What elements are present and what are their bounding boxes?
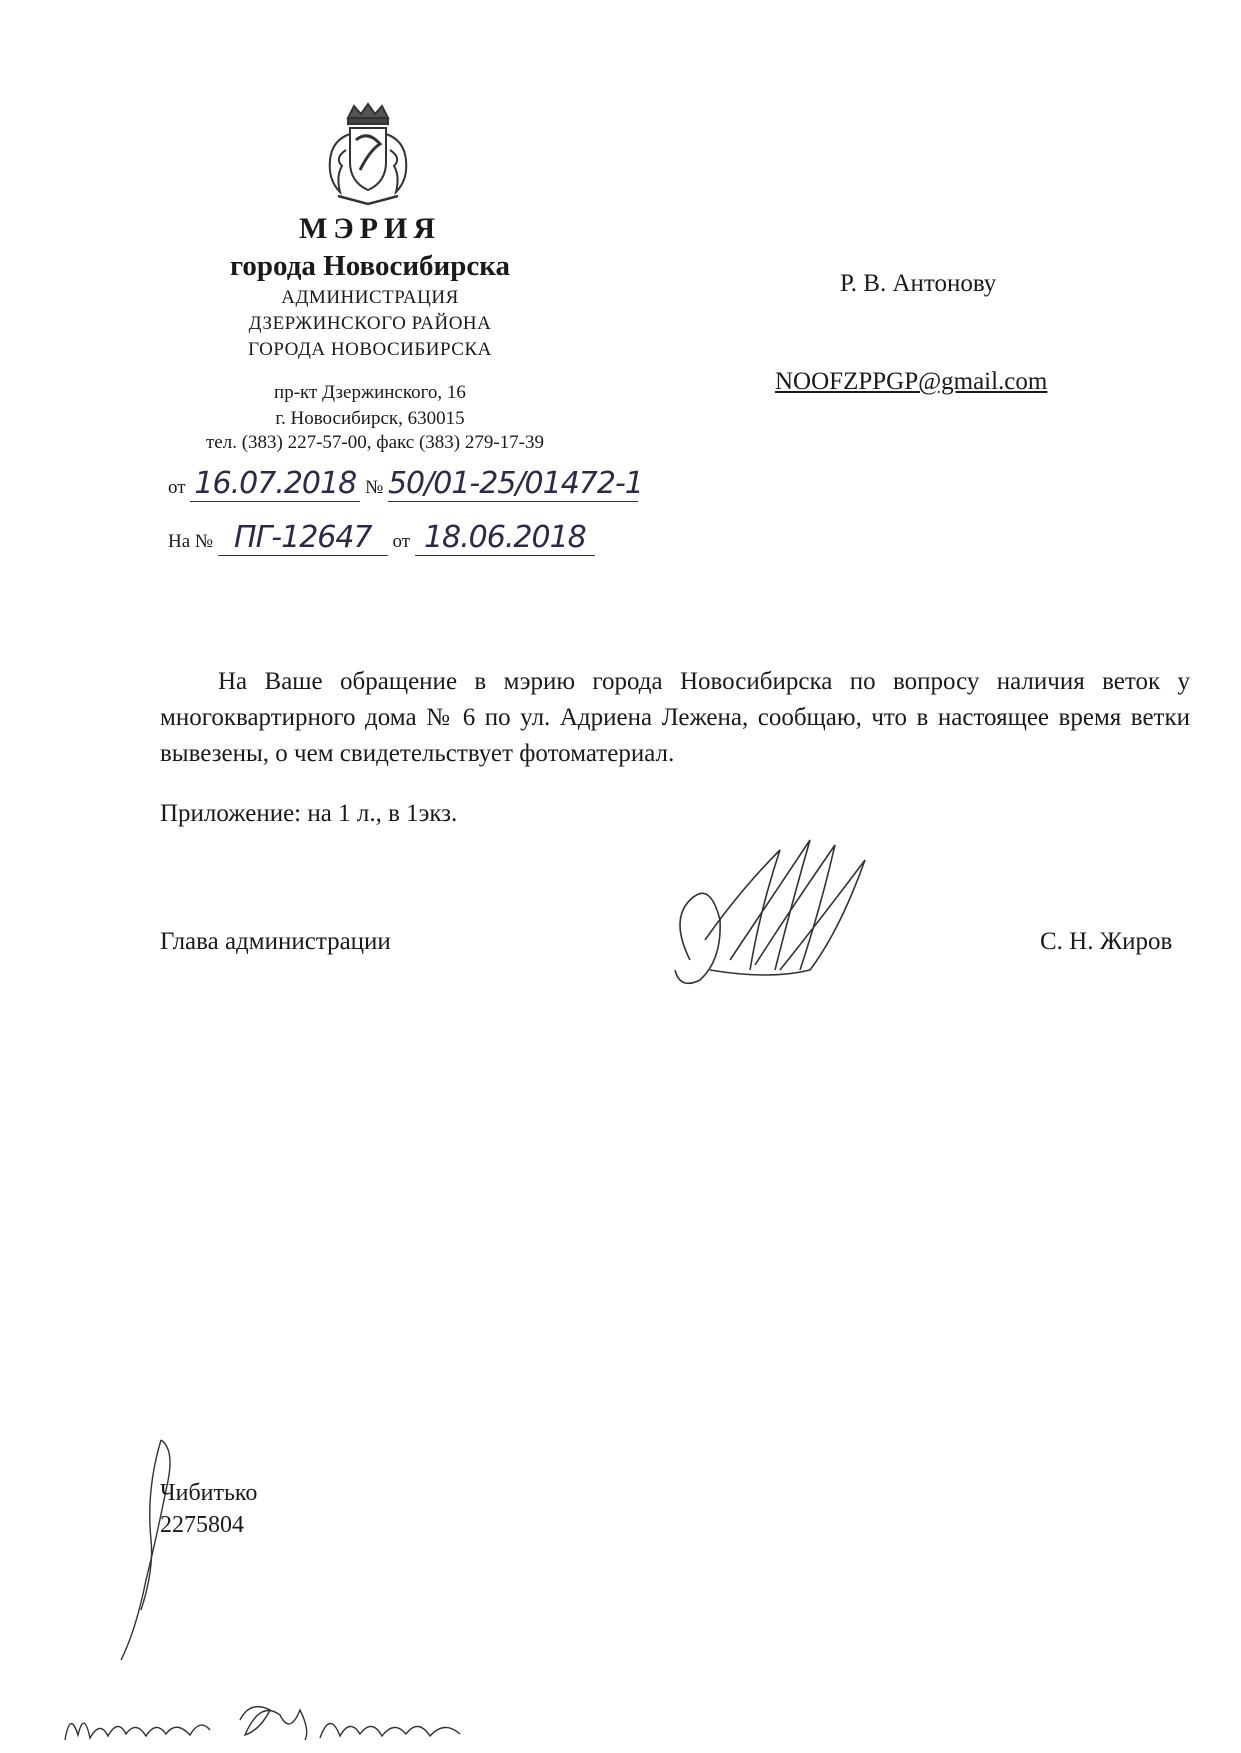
reg-date: 16.07.2018	[190, 466, 360, 502]
reply-number: ПГ-12647	[218, 520, 388, 556]
coat-of-arms-icon	[318, 100, 418, 210]
recipient-email: NOOFZPPGP@gmail.com	[775, 368, 1048, 395]
executor-phone: 2275804	[160, 1512, 244, 1538]
attachment-note: Приложение: на 1 л., в 1экз.	[160, 800, 458, 827]
signatory-name: С. Н. Жиров	[1040, 928, 1173, 955]
reply-date: 18.06.2018	[415, 520, 595, 556]
org-city-upper: ГОРОДА НОВОСИБИРСКА	[248, 339, 492, 360]
org-city: города Новосибирска	[229, 250, 511, 282]
bottom-handwritten-signatures-icon	[60, 1690, 480, 1750]
executor-signature-icon	[116, 1430, 196, 1670]
handwritten-signature-icon	[650, 830, 880, 1000]
org-admin: АДМИНИСТРАЦИЯ	[281, 287, 459, 308]
reply-label: На №	[168, 531, 214, 552]
body-paragraph: На Ваше обращение в мэрию города Новосибирска по вопросу наличия веток у многоквартирного дома № 6 по ул. Адриена Лежена, сообщаю, что в настоящее время ветки вывезены, о чем свидетельствует фотоматериал.	[160, 668, 1190, 767]
org-district: ДЗЕРЖИНСКОГО РАЙОНА	[248, 313, 492, 334]
letter-body	[160, 664, 1190, 772]
address-phone-fax: тел. (383) 227-57-00, факс (383) 279-17-39	[205, 432, 545, 453]
signatory-role: Глава администрации	[160, 928, 391, 955]
address-street: пр-кт Дзержинского, 16	[274, 382, 466, 403]
registration-line	[168, 466, 643, 502]
reg-number: 50/01-25/01472-1	[387, 466, 643, 501]
recipient-name: Р. В. Антонову	[840, 270, 997, 297]
reply-line	[168, 520, 595, 556]
reply-from-label: от	[392, 531, 411, 552]
org-title: МЭРИЯ	[299, 212, 441, 245]
reg-number-label: №	[365, 477, 384, 498]
address-city: г. Новосибирск, 630015	[275, 408, 465, 429]
reg-from-label: от	[168, 477, 186, 498]
executor-name: Чибитько	[160, 1480, 258, 1506]
